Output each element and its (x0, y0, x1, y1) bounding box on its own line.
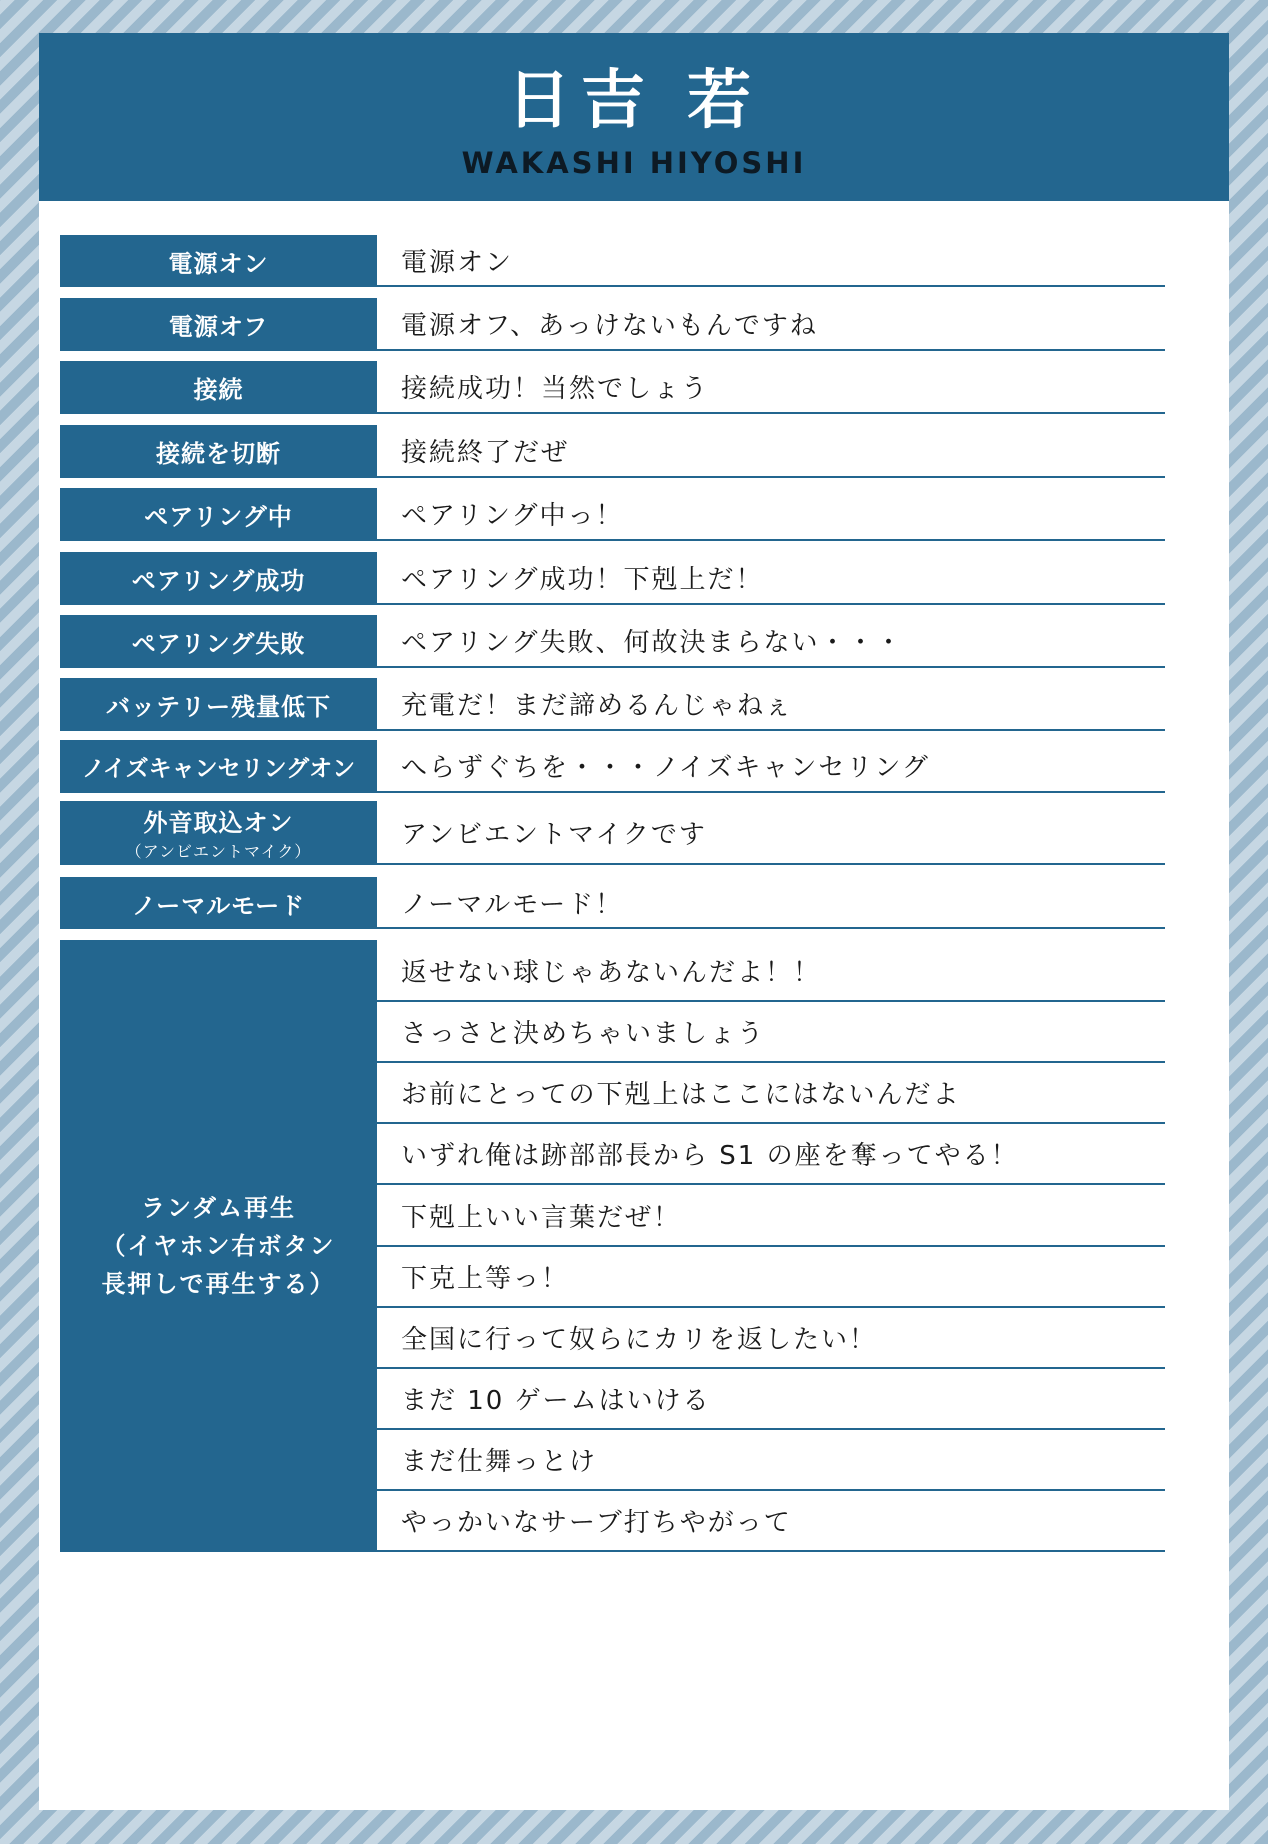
row-value: アンビエントマイクです (377, 801, 1165, 865)
table-row (60, 488, 1165, 541)
random-label-note-2: 長押しで再生する） (101, 1270, 336, 1298)
random-line: 下克上等っ！ (377, 1247, 1165, 1308)
table-row (60, 615, 1165, 668)
row-value: 充電だ！まだ諦めるんじゃねぇ (377, 678, 1165, 731)
row-value: ペアリング成功！下剋上だ！ (377, 552, 1165, 605)
character-name-jp: 日吉 若 (506, 64, 762, 138)
table-row (60, 298, 1165, 351)
table-row (60, 552, 1165, 605)
random-line: まだ仕舞っとけ (377, 1430, 1165, 1491)
random-label-title: ランダム再生 (140, 1194, 297, 1222)
random-line: やっかいなサーブ打ちやがって (377, 1491, 1165, 1552)
character-name-en: WAKASHI HIYOSHI (461, 146, 807, 180)
row-value: 接続成功！当然でしょう (377, 361, 1165, 414)
random-line: 全国に行って奴らにカリを返したい！ (377, 1308, 1165, 1369)
table-row (60, 361, 1165, 414)
row-label-main: 外音取込オン (143, 808, 294, 837)
table-row (60, 235, 1165, 287)
row-value: ペアリング失敗、何故決まらない・・・ (377, 615, 1165, 668)
random-line: さっさと決めちゃいましょう (377, 1002, 1165, 1063)
row-label: バッテリー残量低下 (60, 678, 377, 731)
row-value: 電源オン (377, 235, 1165, 287)
row-label: ペアリング中 (60, 488, 377, 541)
row-label: 接続を切断 (60, 425, 377, 478)
random-line: お前にとっての下剋上はここにはないんだよ (377, 1063, 1165, 1124)
row-value: 電源オフ、あっけないもんですね (377, 298, 1165, 351)
row-label: ノーマルモード (60, 877, 377, 929)
table-row (60, 877, 1165, 929)
row-label (60, 801, 377, 865)
table-row (60, 801, 1165, 865)
random-label-note-1: （イヤホン右ボタン (101, 1232, 336, 1260)
row-label: ペアリング失敗 (60, 615, 377, 668)
row-value: ノーマルモード！ (377, 877, 1165, 929)
random-playback-label (60, 940, 377, 1552)
table-row (60, 678, 1165, 731)
row-value: 接続終了だぜ (377, 425, 1165, 478)
header (39, 33, 1229, 201)
row-value: ペアリング中っ！ (377, 488, 1165, 541)
table-row (60, 425, 1165, 478)
random-line: まだ 10 ゲームはいける (377, 1369, 1165, 1430)
row-label: ペアリング成功 (60, 552, 377, 605)
random-line: 下剋上いい言葉だぜ！ (377, 1185, 1165, 1247)
random-line: 返せない球じゃあないんだよ！！ (377, 940, 1165, 1002)
row-value: へらずぐちを・・・ノイズキャンセリング (377, 740, 1165, 793)
row-label: 接続 (60, 361, 377, 414)
row-label: 電源オフ (60, 298, 377, 351)
voice-list-card (39, 33, 1229, 1810)
row-label: 電源オン (60, 235, 377, 287)
row-label: ノイズキャンセリングオン (60, 740, 377, 793)
table-row (60, 740, 1165, 793)
row-label-sub: （アンビエントマイク） (125, 842, 312, 861)
random-line: いずれ俺は跡部部長から S1 の座を奪ってやる！ (377, 1124, 1165, 1185)
